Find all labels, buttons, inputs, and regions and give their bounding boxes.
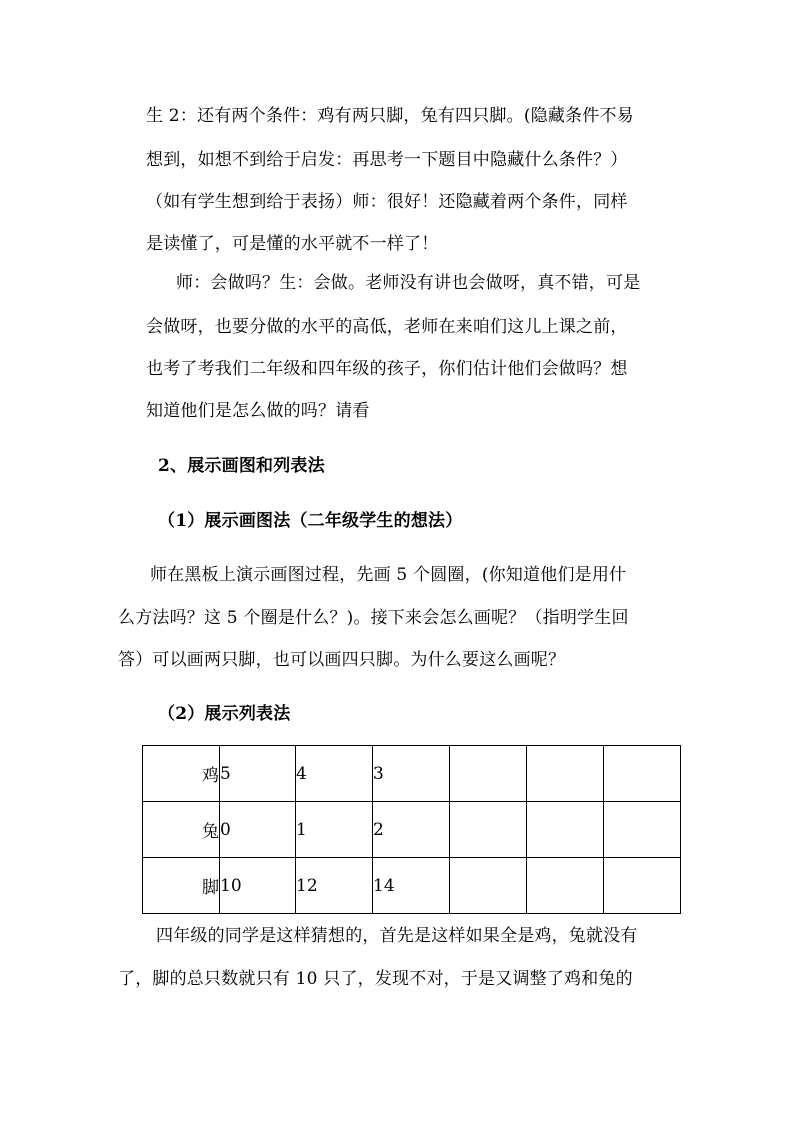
subsection-heading: （1）展示画图法（二年级学生的想法） bbox=[158, 511, 463, 531]
table-cell: 2 bbox=[373, 802, 450, 858]
table-row bbox=[143, 802, 681, 858]
table-row bbox=[143, 858, 681, 914]
paragraph-line: 答）可以画两只脚，也可以画四只脚。为什么要这么画呢？ bbox=[118, 650, 566, 670]
table-cell: 10 bbox=[220, 858, 296, 914]
table-cell: 脚 bbox=[143, 858, 220, 914]
paragraph-line: 想到，如想不到给于启发：再思考一下题目中隐藏什么条件？） bbox=[146, 150, 628, 170]
table-cell bbox=[604, 802, 681, 858]
table-cell bbox=[604, 746, 681, 802]
paragraph-line: 师：会做吗？生：会做。老师没有讲也会做呀，真不错，可是 bbox=[176, 273, 641, 293]
paragraph-line: 也考了考我们二年级和四年级的孩子，你们估计他们会做吗？想 bbox=[146, 359, 628, 379]
table-cell bbox=[604, 858, 681, 914]
table-cell: 0 bbox=[220, 802, 296, 858]
table-cell bbox=[527, 746, 604, 802]
table-cell: 3 bbox=[373, 746, 450, 802]
paragraph-line: 会做呀，也要分做的水平的高低，老师在来咱们这儿上课之前， bbox=[146, 317, 628, 337]
table-cell bbox=[527, 802, 604, 858]
paragraph-line: 是读懂了，可是懂的水平就不一样了！ bbox=[146, 234, 439, 254]
paragraph-line: 师在黑板上演示画图过程，先画 5 个圆圈，(你知道他们是用什 bbox=[150, 565, 627, 585]
table-cell: 兔 bbox=[143, 802, 220, 858]
paragraph-line: （如有学生想到给于表扬）师：很好！还隐藏着两个条件，同样 bbox=[146, 192, 628, 212]
subsection-heading: （2）展示列表法 bbox=[158, 704, 291, 724]
table-cell bbox=[527, 858, 604, 914]
data-table bbox=[142, 745, 681, 914]
section-heading: 2、展示画图和列表法 bbox=[158, 456, 325, 476]
paragraph-line: 么方法吗？这 5 个圈是什么？)。接下来会怎么画呢？（指明学生回 bbox=[118, 608, 629, 628]
table-row bbox=[143, 746, 681, 802]
paragraph-line: 了，脚的总只数就只有 10 只了，发现不对，于是又调整了鸡和兔的 bbox=[118, 969, 633, 989]
table-cell: 5 bbox=[220, 746, 296, 802]
table-cell: 鸡 bbox=[143, 746, 220, 802]
table-cell bbox=[450, 858, 527, 914]
table-cell: 12 bbox=[296, 858, 373, 914]
table-cell: 1 bbox=[296, 802, 373, 858]
table-cell: 14 bbox=[373, 858, 450, 914]
paragraph-line: 四年级的同学是这样猜想的，首先是这样如果全是鸡，兔就没有 bbox=[156, 926, 638, 946]
paragraph-line: 生 2：还有两个条件：鸡有两只脚，兔有四只脚。(隐藏条件不易 bbox=[146, 106, 634, 126]
table-cell: 4 bbox=[296, 746, 373, 802]
table-cell bbox=[450, 746, 527, 802]
table-cell bbox=[450, 802, 527, 858]
paragraph-line: 知道他们是怎么做的吗？请看 bbox=[146, 401, 370, 421]
